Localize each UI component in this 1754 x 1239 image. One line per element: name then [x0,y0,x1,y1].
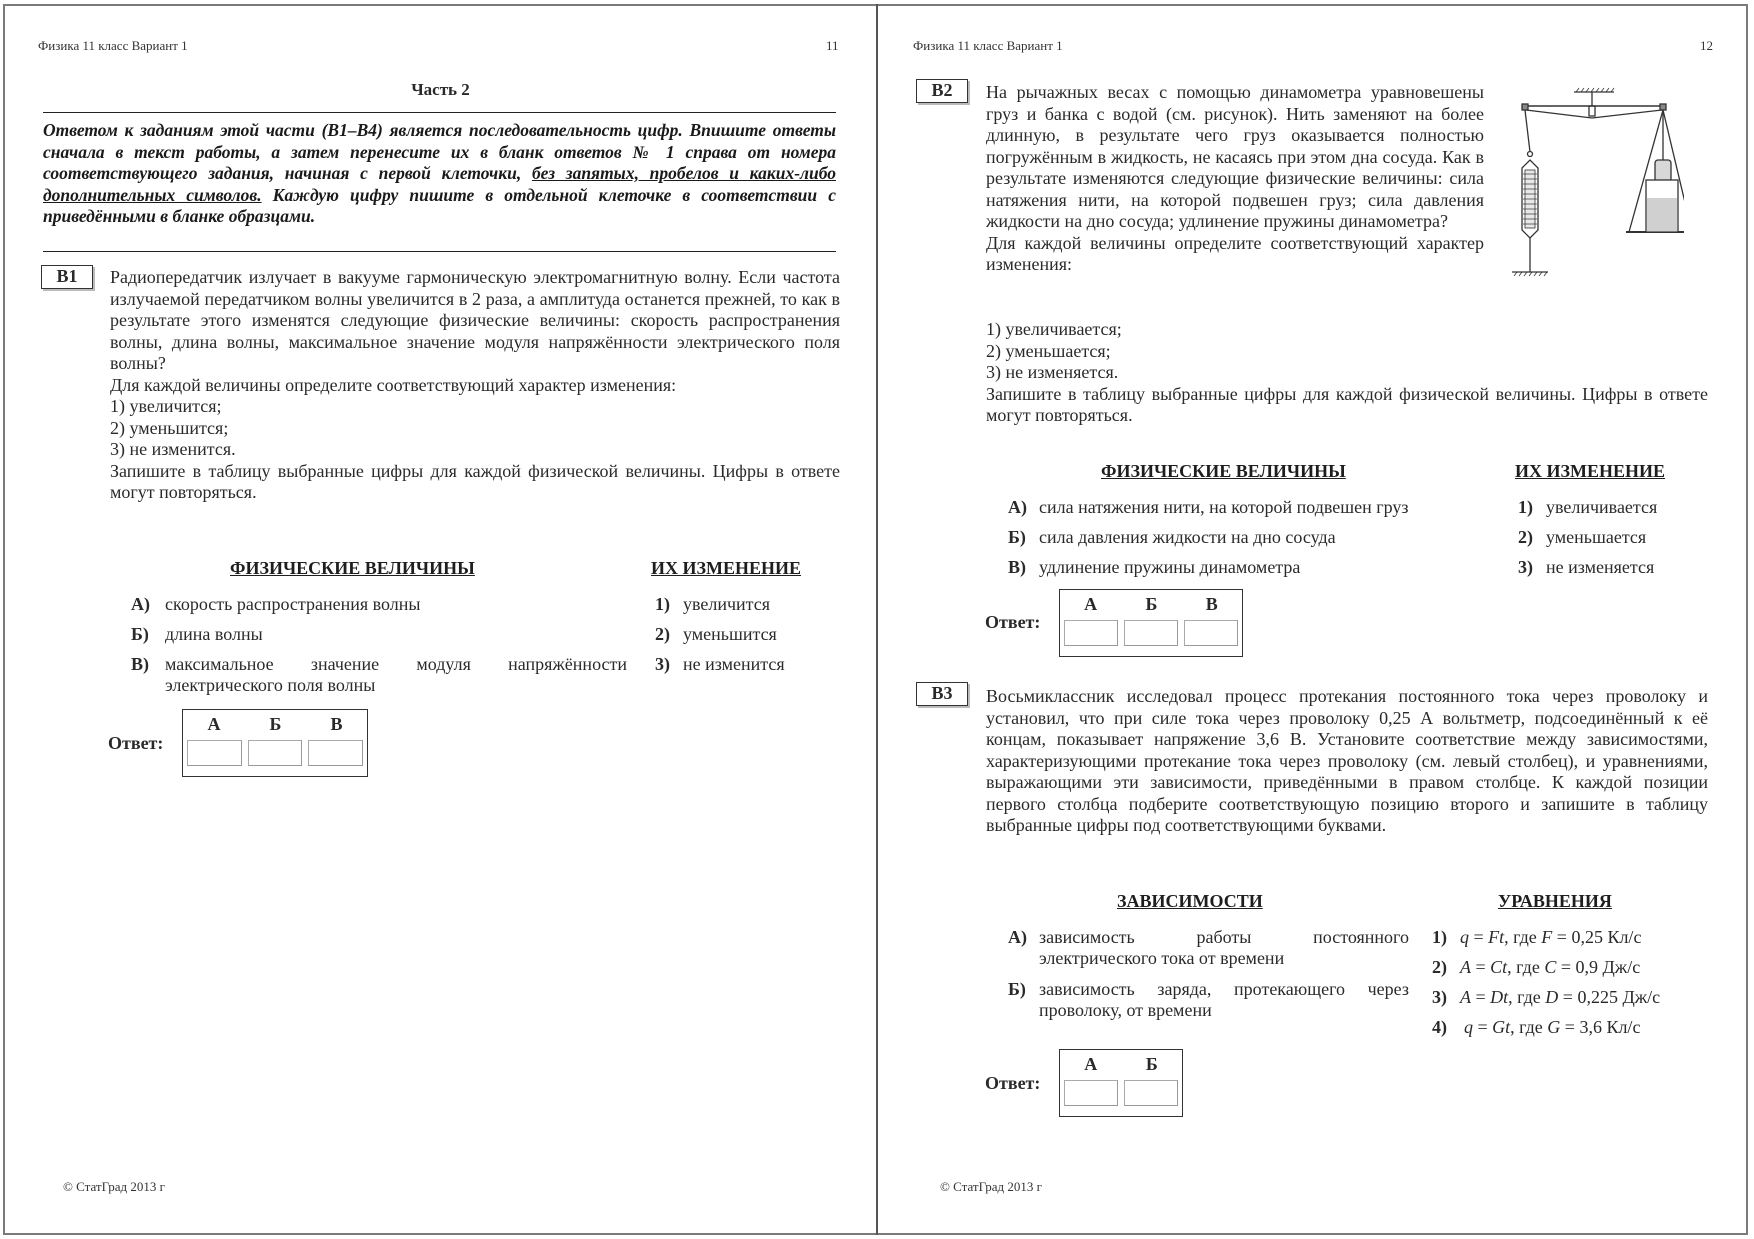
question-b2-text: На рычажных весах с помощью динамометра уравновешены груз и банка с водой (см. рисунок). Нить заменяют на более длинную, в результате чего груз оказывается полностью погружённым в жидкость, не касаясь при этом дна сосуда. Как в результате изменяются следующие физические величины: сила натяжения нити, на которой подвешен груз; сила давления жидкости на дно сосуда; удлинение пружины динамометра? Для каждой величины определите соответствующий характер изменения: [986,82,1484,274]
b2-quantity-c: В) удлинение пружины динамометра [1008,557,1301,577]
b1-answer-col-b: Б [269,714,282,734]
b2-change-1: 1) увеличивается [1518,497,1658,517]
question-b1-text: Радиопередатчик излучает в вакууме гармоническую электромагнитную волну. Если частота излучаемой передатчиком волны увеличится в 2 раза, а амплитуда останется прежней, то как в результате этого изменятся следующие физические величины: скорость распространения волны, длина волны, максимальное значение модуля напряжённости электрического поля волны? Для каждой величины определите соответствующий характер изменения: 1) увеличится; 2) уменьшится; 3) не изменится. Запишите в таблицу выбранные цифры для каждой физической величины. Цифры в ответе могут повторяться. [110,267,840,502]
b1-left-header: ФИЗИЧЕСКИЕ ВЕЛИЧИНЫ [230,558,475,578]
question-label-b3: В3 [916,682,968,706]
b3-answer-label: Ответ: [985,1073,1041,1093]
right-pivot [1660,104,1666,110]
b2-answer-col-c: В [1205,594,1218,614]
weight [1655,160,1671,182]
rule-top [43,112,836,113]
b1-answer-cell-c[interactable] [308,740,363,766]
b3-equation-4: 4) q = Gt, где G = 3,6 Кл/с [1432,1017,1641,1037]
b2-answer-table [1059,589,1243,657]
question-b2-text-cont: 1) увеличивается; 2) уменьшается; 3) не изменяется. Запишите в таблицу выбранные цифры для каждой физической величины. Цифры в ответе могут повторяться. [986,319,1708,425]
b2-change-3: 3) не изменяется [1518,557,1655,577]
b1-change-1: 1) увеличится [655,594,771,614]
left-pivot [1522,104,1528,110]
water [1647,198,1677,231]
page-footer: © СтатГрад 2013 г [940,1179,1042,1194]
page-number: 12 [1700,38,1713,53]
b3-dependency-a: А) зависимость работы постоянного электрического тока от времени [1008,927,1409,968]
b1-right-header: ИХ ИЗМЕНЕНИЕ [651,558,802,578]
b3-answer-cell-a[interactable] [1064,1080,1118,1106]
dynamometer-string [1525,110,1530,152]
b2-answer-col-a: А [1084,594,1098,614]
b2-quantity-b: Б) сила давления жидкости на дно сосуда [1008,527,1336,547]
b2-right-header: ИХ ИЗМЕНЕНИЕ [1515,461,1666,481]
b1-answer-col-a: А [207,714,221,734]
instructions-underlined: без запятых, пробелов и каких-либо дополнительных символов. [43,163,837,205]
page-11 [5,4,876,1234]
question-label-b2: В2 [916,79,968,103]
b3-left-header: ЗАВИСИМОСТИ [1117,891,1263,911]
b1-change-2: 2) уменьшится [655,624,777,644]
b3-dependency-b: Б) зависимость заряда, протекающего через проволоку, от времени [1008,979,1409,1020]
part-instructions: Ответом к заданиям этой части (В1–В4) является последовательность цифр. Впишите ответы сначала в текст работы, а затем перенесите их в бланк ответов № 1 справа от номера соответствующего задания, начиная с первой клеточки, без запятых, пробелов и каких-либо дополнительных символов. Каждую цифру пишите в отдельной клеточке в соответствии с приведёнными в бланке образцами. [43,120,837,226]
b1-answer-table [182,709,368,777]
b1-quantity-b: Б) длина волны [131,624,263,644]
b1-answer-cell-b[interactable] [248,740,303,766]
fulcrum [1589,106,1595,116]
rule-bottom [43,251,836,252]
b3-right-header: УРАВНЕНИЯ [1498,891,1612,911]
page-header: Физика 11 класс Вариант 1 [38,38,188,53]
page-header: Физика 11 класс Вариант 1 [913,38,1063,53]
b2-answer-cell-b[interactable] [1124,620,1178,646]
part-title: Часть 2 [411,80,470,99]
b2-answer-cell-a[interactable] [1064,620,1118,646]
b3-equation-2: 2) A = Ct, где C = 0,9 Дж/с [1432,957,1641,977]
b2-quantity-a: А) сила натяжения нити, на которой подвешен груз [1008,497,1409,517]
b2-change-2: 2) уменьшается [1518,527,1647,547]
b1-quantity-c: В) максимальное значение модуля напряжённости электрического поля волны [131,654,627,695]
b3-answer-col-a: А [1084,1054,1098,1074]
b1-quantity-a: А) скорость распространения волны [131,594,421,614]
b3-answer-table [1059,1049,1183,1117]
b3-answer-col-b: Б [1145,1054,1158,1074]
page-footer: © СтатГрад 2013 г [63,1179,165,1194]
lever-scale-with-dynamometer-figure [1504,82,1684,288]
b1-answer-cell-a[interactable] [187,740,242,766]
b2-left-header: ФИЗИЧЕСКИЕ ВЕЛИЧИНЫ [1101,461,1346,481]
b3-answer-cell-b[interactable] [1124,1080,1178,1106]
b1-change-3: 3) не изменится [655,654,785,674]
b1-answer-col-c: В [330,714,343,734]
b1-answer-label: Ответ: [108,733,164,753]
question-b3-text: Восьмиклассник исследовал процесс протекания постоянного тока через проволоку и установил, что при силе тока через проволоку 0,25 А вольтметр, подсоединённый к её концам, показывает напряжение 3,6 В. Установите соответствие между зависимостями, характеризующими протекание тока через проволоку (см. левый столбец), и уравнениями, выражающими эти зависимости, приведёнными в правом столбце. К каждой позиции первого столбца подберите соответствующую позицию второго и запишите в таблицу выбранные цифры под соответствующими буквами. [986,686,1708,835]
dynamometer-hook [1528,152,1533,157]
page-number: 11 [826,38,839,53]
b2-answer-label: Ответ: [985,612,1041,632]
question-label-b1: В1 [41,265,93,289]
b3-equation-1: 1) q = Ft, где F = 0,25 Кл/с [1432,927,1642,947]
b2-answer-cell-c[interactable] [1184,620,1238,646]
b2-answer-col-b: Б [1145,594,1158,614]
b3-equation-3: 3) A = Dt, где D = 0,225 Дж/с [1432,987,1661,1007]
